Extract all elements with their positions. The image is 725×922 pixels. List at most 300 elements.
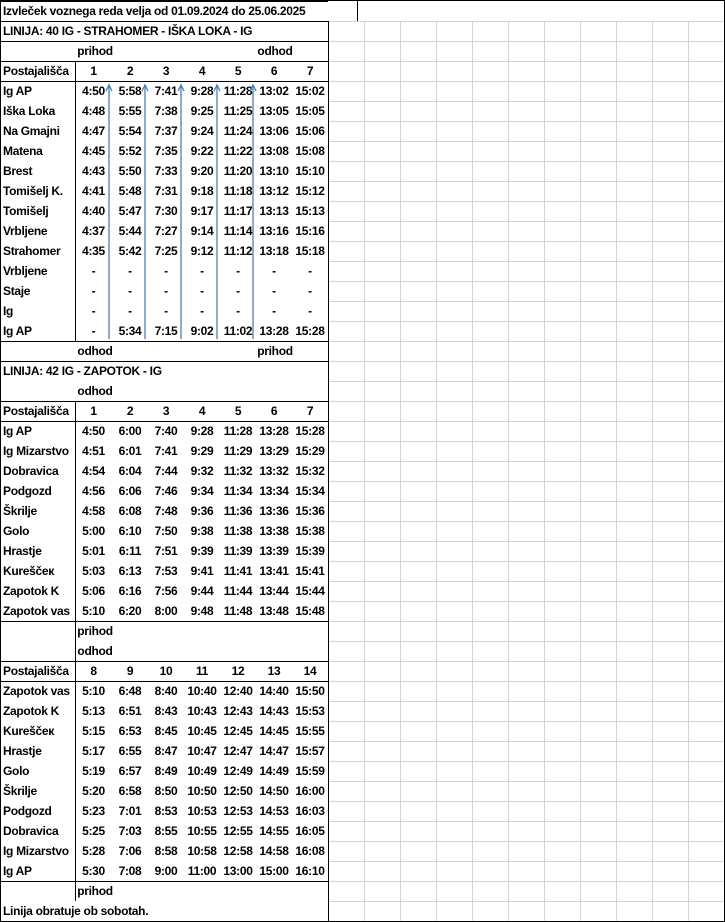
- departure-time: 9:17: [190, 204, 214, 218]
- departure-time: 12:43: [223, 704, 253, 718]
- departure-time: 12:53: [223, 804, 253, 818]
- departure-time: 15:55: [295, 724, 325, 738]
- departure-time: 13:34: [259, 484, 289, 498]
- departure-time: 15:53: [295, 704, 325, 718]
- departure-time: 15:34: [295, 484, 325, 498]
- stop-name: Zapotok vas: [3, 604, 70, 618]
- departure-time: 14:50: [259, 784, 289, 798]
- departure-time: 4:47: [82, 124, 105, 138]
- column-header-trip: 1: [90, 64, 97, 78]
- departure-time: -: [128, 284, 132, 298]
- page-title: Izvleček voznega reda velja od 01.09.2024 do 25.06.2025: [3, 4, 306, 18]
- departure-time: 5:19: [82, 764, 105, 778]
- stop-name: Strahomer: [3, 244, 61, 258]
- departure-time: 14:47: [259, 744, 289, 758]
- departure-time: 5:47: [118, 204, 142, 218]
- departure-time: 5:30: [82, 864, 105, 878]
- departure-time: 5:23: [82, 804, 105, 818]
- stop-name: Ig AP: [3, 864, 32, 878]
- departure-time: 6:10: [118, 524, 142, 538]
- departure-time: -: [164, 304, 168, 318]
- service-note: Linija obratuje ob sobotah.: [3, 904, 149, 918]
- direction-label: odhod: [77, 384, 113, 398]
- departure-time: 6:04: [118, 464, 142, 478]
- departure-time: 8:55: [154, 824, 178, 838]
- departure-time: 5:52: [118, 144, 142, 158]
- column-header-trip: 2: [126, 404, 134, 418]
- departure-time: 5:48: [118, 184, 142, 198]
- departure-time: 7:41: [154, 84, 178, 98]
- departure-time: 4:58: [82, 504, 105, 518]
- departure-time: 7:08: [118, 864, 142, 878]
- departure-time: 6:20: [118, 604, 142, 618]
- departure-time: -: [164, 264, 168, 278]
- departure-time: 16:03: [295, 804, 325, 818]
- departure-time: -: [272, 284, 276, 298]
- departure-time: 11:41: [223, 564, 253, 578]
- departure-time: 4:37: [82, 224, 105, 238]
- column-header-trip: 5: [234, 64, 242, 78]
- stop-name: Tomišelj K.: [3, 184, 63, 198]
- column-header-trip: 3: [162, 404, 170, 418]
- departure-time: 5:58: [118, 84, 142, 98]
- departure-time: -: [272, 304, 276, 318]
- departure-time: 13:16: [259, 224, 289, 238]
- departure-time: 15:36: [295, 504, 325, 518]
- departure-time: 9:48: [190, 604, 214, 618]
- departure-time: 4:54: [82, 464, 105, 478]
- departure-time: 5:28: [82, 844, 105, 858]
- departure-time: 9:32: [190, 464, 214, 478]
- departure-time: -: [308, 264, 312, 278]
- departure-time: 16:05: [295, 824, 325, 838]
- stop-name: Kureščeк: [3, 564, 54, 578]
- departure-time: 15:12: [295, 184, 325, 198]
- departure-time: 7:46: [154, 484, 178, 498]
- column-header-trip: 8: [90, 664, 97, 678]
- departure-time: 13:00: [223, 864, 253, 878]
- departure-time: 15:05: [295, 104, 325, 118]
- stop-name: Ig Mizarstvo: [3, 444, 69, 458]
- departure-time: 8:58: [154, 844, 178, 858]
- departure-time: 11:29: [223, 444, 253, 458]
- departure-time: 5:13: [82, 704, 105, 718]
- departure-time: -: [236, 284, 240, 298]
- stop-name: Škrilje: [3, 784, 37, 798]
- departure-time: 13:41: [259, 564, 289, 578]
- departure-time: 6:06: [118, 484, 142, 498]
- departure-time: 10:50: [187, 784, 217, 798]
- line-42-title: LINIJA: 42 IG - ZAPOTOK - IG: [3, 364, 162, 378]
- departure-time: 11:25: [223, 104, 253, 118]
- departure-time: 7:38: [154, 104, 178, 118]
- stop-name: Ig AP: [3, 84, 32, 98]
- departure-time: 7:51: [154, 544, 178, 558]
- departure-time: 16:08: [295, 844, 325, 858]
- column-header-trip: 7: [306, 64, 314, 78]
- departure-time: 4:48: [82, 104, 105, 118]
- departure-time: 6:58: [118, 784, 142, 798]
- departure-time: 6:00: [118, 424, 142, 438]
- departure-time: 15:29: [295, 444, 325, 458]
- departure-time: 11:28: [223, 84, 253, 98]
- departure-time: 15:10: [295, 164, 325, 178]
- column-header-trip: 4: [198, 404, 206, 418]
- direction-label: odhod: [257, 44, 293, 58]
- departure-time: 9:41: [190, 564, 214, 578]
- departure-time: 11:14: [223, 224, 253, 238]
- line-40-title: LINIJA: 40 IG - STRAHOMER - IŠKA LOKA - IG: [3, 24, 253, 38]
- column-header-trip: 11: [195, 664, 209, 678]
- departure-time: 7:25: [154, 244, 178, 258]
- departure-time: 9:36: [190, 504, 214, 518]
- departure-time: 8:49: [154, 764, 178, 778]
- departure-time: 13:28: [259, 324, 289, 338]
- departure-time: -: [200, 284, 204, 298]
- stop-name: Tomišelj: [3, 204, 49, 218]
- departure-time: 13:08: [259, 144, 289, 158]
- departure-time: 9:39: [190, 544, 214, 558]
- column-header-trip: 6: [270, 404, 278, 418]
- departure-time: 15:48: [295, 604, 325, 618]
- departure-time: 15:50: [295, 684, 325, 698]
- departure-time: -: [128, 304, 132, 318]
- departure-time: 4:45: [82, 144, 105, 158]
- departure-time: -: [91, 304, 96, 318]
- stop-name: Zapotok vas: [3, 684, 70, 698]
- departure-time: 10:47: [187, 744, 217, 758]
- column-header-trip: 6: [270, 64, 278, 78]
- departure-time: 7:40: [154, 424, 178, 438]
- departure-time: 9:20: [190, 164, 214, 178]
- stop-name: Zapotok K: [3, 584, 59, 598]
- departure-time: 6:01: [118, 444, 142, 458]
- column-header-trip: 10: [159, 664, 173, 678]
- departure-time: -: [200, 264, 204, 278]
- departure-time: 6:08: [118, 504, 142, 518]
- departure-time: 7:50: [154, 524, 178, 538]
- departure-time: 14:49: [259, 764, 289, 778]
- departure-time: 11:34: [223, 484, 253, 498]
- departure-time: 11:28: [223, 424, 253, 438]
- departure-time: -: [91, 324, 96, 338]
- departure-time: 6:11: [118, 544, 142, 558]
- departure-time: 11:44: [223, 584, 253, 598]
- departure-time: 4:56: [82, 484, 105, 498]
- departure-time: 11:32: [223, 464, 253, 478]
- departure-time: 15:28: [295, 324, 325, 338]
- departure-time: 14:55: [259, 824, 289, 838]
- departure-time: 7:03: [118, 824, 142, 838]
- departure-time: 13:36: [259, 504, 289, 518]
- stop-name: Ig Mizarstvo: [3, 844, 69, 858]
- departure-time: 4:51: [82, 444, 105, 458]
- departure-time: 13:05: [259, 104, 289, 118]
- departure-time: 6:55: [118, 744, 142, 758]
- stop-name: Na Gmajni: [3, 124, 60, 138]
- departure-time: 14:43: [259, 704, 289, 718]
- departure-time: 7:06: [118, 844, 142, 858]
- column-header-trip: 4: [198, 64, 206, 78]
- stop-name: Vrbljene: [3, 224, 48, 238]
- departure-time: 15:18: [295, 244, 325, 258]
- departure-time: 5:10: [82, 684, 105, 698]
- departure-time: 8:53: [154, 804, 178, 818]
- departure-time: 12:50: [223, 784, 253, 798]
- departure-time: 7:41: [154, 444, 178, 458]
- departure-time: 4:50: [82, 84, 105, 98]
- departure-time: 5:42: [118, 244, 142, 258]
- departure-time: 5:10: [82, 604, 105, 618]
- stop-name: Hrastje: [3, 544, 42, 558]
- departure-time: 15:59: [295, 764, 325, 778]
- stop-name: Vrbljene: [3, 264, 48, 278]
- departure-time: 4:41: [82, 184, 105, 198]
- departure-time: 11:39: [223, 544, 253, 558]
- departure-time: 11:20: [223, 164, 253, 178]
- departure-time: 15:00: [259, 864, 289, 878]
- column-header-trip: 9: [126, 664, 134, 678]
- column-header-trip: 1: [90, 404, 97, 418]
- departure-time: 11:48: [223, 604, 253, 618]
- departure-time: 11:12: [223, 244, 253, 258]
- direction-label: prihod: [77, 44, 113, 58]
- departure-time: 7:44: [154, 464, 178, 478]
- departure-time: 5:34: [118, 324, 142, 338]
- stop-name: Dobravica: [3, 824, 59, 838]
- departure-time: 5:00: [82, 524, 105, 538]
- departure-time: 12:49: [223, 764, 253, 778]
- departure-time: 9:14: [190, 224, 214, 238]
- departure-time: 9:34: [190, 484, 214, 498]
- departure-time: 6:51: [118, 704, 142, 718]
- departure-time: 10:53: [187, 804, 217, 818]
- departure-time: -: [236, 264, 240, 278]
- column-header-stops: Postajališča: [3, 404, 69, 418]
- stop-name: Podgozd: [3, 804, 52, 818]
- stop-name: Zapotok K: [3, 704, 59, 718]
- departure-time: 16:10: [295, 864, 325, 878]
- departure-time: 13:10: [259, 164, 289, 178]
- departure-time: 14:58: [259, 844, 289, 858]
- departure-time: 13:02: [259, 84, 289, 98]
- departure-time: 5:55: [118, 104, 142, 118]
- departure-time: 9:22: [190, 144, 214, 158]
- departure-time: 16:00: [295, 784, 325, 798]
- departure-time: 13:28: [259, 424, 289, 438]
- departure-time: 5:54: [118, 124, 142, 138]
- departure-time: 12:47: [223, 744, 253, 758]
- direction-label: odhod: [77, 344, 113, 358]
- departure-time: 9:29: [190, 444, 214, 458]
- departure-time: 7:01: [118, 804, 142, 818]
- departure-time: -: [308, 284, 312, 298]
- departure-time: 5:03: [82, 564, 105, 578]
- departure-time: 15:39: [295, 544, 325, 558]
- departure-time: 11:24: [223, 124, 253, 138]
- departure-time: 14:45: [259, 724, 289, 738]
- departure-time: 10:43: [187, 704, 217, 718]
- departure-time: -: [128, 264, 132, 278]
- departure-time: 12:58: [223, 844, 253, 858]
- departure-time: 10:49: [187, 764, 217, 778]
- departure-time: 9:12: [190, 244, 214, 258]
- departure-time: 7:48: [154, 504, 178, 518]
- departure-time: 14:53: [259, 804, 289, 818]
- departure-time: 9:24: [190, 124, 214, 138]
- departure-time: 4:50: [82, 424, 105, 438]
- column-header-trip: 14: [303, 664, 317, 678]
- departure-time: -: [200, 304, 204, 318]
- departure-time: 13:29: [259, 444, 289, 458]
- stop-name: Podgozd: [3, 484, 52, 498]
- departure-time: 5:20: [82, 784, 105, 798]
- stop-name: Ig AP: [3, 424, 32, 438]
- stop-name: Matena: [3, 144, 43, 158]
- departure-time: 13:38: [259, 524, 289, 538]
- departure-time: 4:43: [82, 164, 105, 178]
- departure-time: 11:18: [223, 184, 253, 198]
- departure-time: -: [91, 284, 96, 298]
- departure-time: 15:02: [295, 84, 325, 98]
- departure-time: 9:00: [154, 864, 178, 878]
- departure-time: 8:45: [154, 724, 178, 738]
- departure-time: 6:57: [118, 764, 142, 778]
- column-header-trip: 13: [267, 664, 281, 678]
- departure-time: 6:16: [118, 584, 142, 598]
- departure-time: 8:40: [154, 684, 178, 698]
- departure-time: 7:53: [154, 564, 178, 578]
- departure-time: 9:28: [190, 84, 214, 98]
- column-header-trip: 2: [126, 64, 134, 78]
- departure-time: 5:25: [82, 824, 105, 838]
- stop-name: Kureščeк: [3, 724, 54, 738]
- departure-time: -: [308, 304, 312, 318]
- departure-time: 11:36: [223, 504, 253, 518]
- departure-time: 10:55: [187, 824, 217, 838]
- column-header-trip: 7: [306, 404, 314, 418]
- departure-time: -: [272, 264, 276, 278]
- departure-time: 14:40: [259, 684, 289, 698]
- departure-time: 11:00: [187, 864, 217, 878]
- stop-name: Golo: [3, 524, 30, 538]
- departure-time: 12:40: [223, 684, 253, 698]
- departure-time: 8:50: [154, 784, 178, 798]
- departure-time: 13:18: [259, 244, 289, 258]
- departure-time: 15:41: [295, 564, 325, 578]
- stop-name: Dobravica: [3, 464, 59, 478]
- departure-time: 13:13: [259, 204, 289, 218]
- departure-time: 11:22: [223, 144, 253, 158]
- column-header-trip: 5: [234, 404, 242, 418]
- stop-name: Škrilje: [3, 504, 37, 518]
- departure-time: 15:57: [295, 744, 325, 758]
- direction-label: prihod: [77, 624, 113, 638]
- departure-time: -: [91, 264, 96, 278]
- departure-time: 4:35: [82, 244, 105, 258]
- column-header-stops: Postajališča: [3, 64, 69, 78]
- stop-name: Ig: [3, 304, 14, 318]
- departure-time: 7:35: [154, 144, 178, 158]
- departure-time: 9:44: [190, 584, 214, 598]
- departure-time: 10:45: [187, 724, 217, 738]
- column-header-trip: 12: [231, 664, 245, 678]
- departure-time: 5:17: [82, 744, 105, 758]
- departure-time: 5:06: [82, 584, 105, 598]
- departure-time: 5:15: [82, 724, 105, 738]
- departure-time: 9:18: [190, 184, 214, 198]
- stop-name: Hrastje: [3, 744, 42, 758]
- stop-name: Ig AP: [3, 324, 32, 338]
- departure-time: -: [236, 304, 240, 318]
- departure-time: 10:40: [187, 684, 217, 698]
- departure-time: 8:00: [154, 604, 178, 618]
- departure-time: 13:44: [259, 584, 289, 598]
- departure-time: -: [164, 284, 168, 298]
- departure-time: 11:17: [223, 204, 253, 218]
- departure-time: 5:44: [118, 224, 142, 238]
- departure-time: 15:16: [295, 224, 325, 238]
- departure-time: 13:32: [259, 464, 289, 478]
- stop-name: Staje: [3, 284, 31, 298]
- departure-time: 7:31: [154, 184, 178, 198]
- departure-time: 8:47: [154, 744, 178, 758]
- departure-time: 15:32: [295, 464, 325, 478]
- departure-time: 12:55: [223, 824, 253, 838]
- departure-time: 9:28: [190, 424, 214, 438]
- departure-time: 9:02: [190, 324, 214, 338]
- departure-time: 13:39: [259, 544, 289, 558]
- stop-name: Iška Loka: [3, 104, 55, 118]
- column-header-stops: Postajališča: [3, 664, 69, 678]
- departure-time: 15:06: [295, 124, 325, 138]
- departure-time: 13:48: [259, 604, 289, 618]
- departure-time: 7:15: [154, 324, 178, 338]
- direction-label: prihod: [77, 884, 113, 898]
- departure-time: 13:12: [259, 184, 289, 198]
- departure-time: 12:45: [223, 724, 253, 738]
- departure-time: 8:43: [154, 704, 178, 718]
- departure-time: 9:25: [190, 104, 214, 118]
- departure-time: 10:58: [187, 844, 217, 858]
- departure-time: 7:56: [154, 584, 178, 598]
- departure-time: 13:06: [259, 124, 289, 138]
- departure-time: 11:38: [223, 524, 253, 538]
- stop-name: Brest: [3, 164, 33, 178]
- column-header-trip: 3: [162, 64, 170, 78]
- departure-time: 15:44: [295, 584, 325, 598]
- departure-time: 15:13: [295, 204, 325, 218]
- departure-time: 9:38: [190, 524, 214, 538]
- departure-time: 6:13: [118, 564, 142, 578]
- departure-time: 7:30: [154, 204, 178, 218]
- departure-time: 7:33: [154, 164, 178, 178]
- departure-time: 4:40: [82, 204, 105, 218]
- departure-time: 15:28: [295, 424, 325, 438]
- departure-time: 11:02: [223, 324, 253, 338]
- departure-time: 15:38: [295, 524, 325, 538]
- departure-time: 15:08: [295, 144, 325, 158]
- departure-time: 7:27: [154, 224, 178, 238]
- departure-time: 7:37: [154, 124, 178, 138]
- departure-time: 5:50: [118, 164, 142, 178]
- departure-time: 5:01: [82, 544, 105, 558]
- departure-time: 6:53: [118, 724, 142, 738]
- departure-time: 6:48: [118, 684, 142, 698]
- direction-label: odhod: [77, 644, 113, 658]
- stop-name: Golo: [3, 764, 30, 778]
- direction-label: prihod: [257, 344, 293, 358]
